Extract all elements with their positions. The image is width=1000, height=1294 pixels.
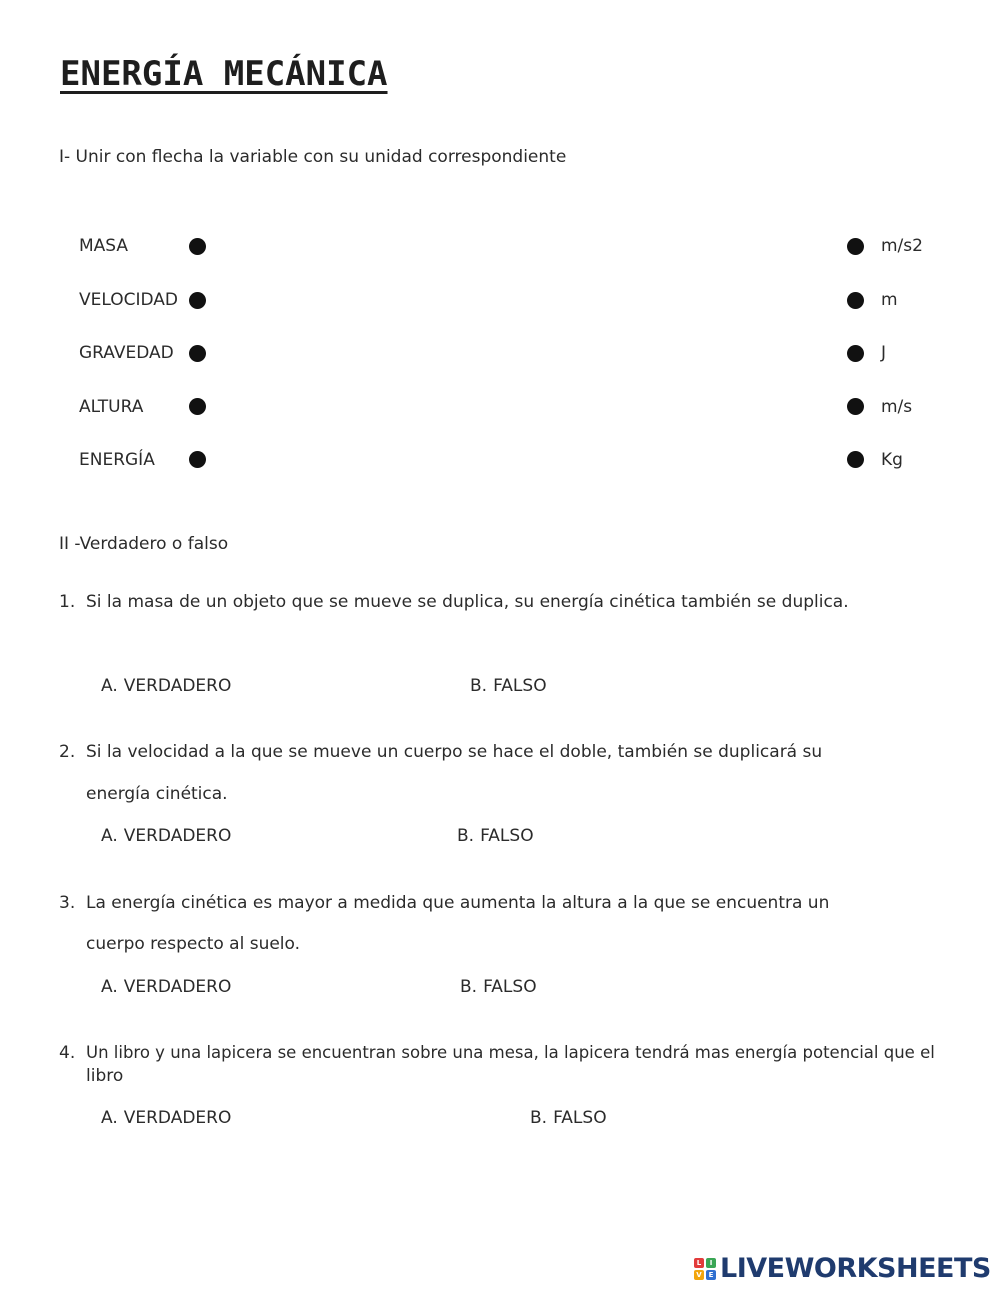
option-label: FALSO [493, 676, 547, 696]
variable-energia: ENERGÍA [79, 450, 155, 470]
question-text: Si la masa de un objeto que se mueve se duplica, su energía cinética también se duplica. [86, 592, 849, 612]
option-b[interactable] [530, 1108, 607, 1128]
right-connector-dot[interactable] [847, 238, 864, 255]
right-connector-dot[interactable] [847, 451, 864, 468]
question-text: Si la velocidad a la que se mueve un cuerpo se hace el doble, también se duplicará su [86, 742, 823, 762]
option-label: VERDADERO [123, 826, 232, 846]
question-text: Un libro y una lapicera se encuentran sobre una mesa, la lapicera tendrá mas energía potencial que el [86, 1043, 935, 1062]
right-connector-dot[interactable] [847, 345, 864, 362]
option-letter: A. [101, 676, 118, 696]
unit-m-s: m/s [881, 397, 913, 417]
left-connector-dot[interactable] [189, 345, 206, 362]
option-letter: B. [470, 676, 488, 696]
option-b[interactable] [457, 826, 534, 846]
option-label: VERDADERO [123, 977, 232, 997]
question-number: 2. [59, 742, 76, 762]
variable-velocidad: VELOCIDAD [79, 290, 179, 310]
logo-tile: L [694, 1258, 704, 1268]
option-label: FALSO [480, 826, 534, 846]
question-number: 3. [59, 893, 76, 913]
question-text-continued: libro [86, 1066, 124, 1086]
option-letter: B. [460, 977, 478, 997]
logo-tile: I [706, 1258, 716, 1268]
question-text-continued: cuerpo respecto al suelo. [86, 934, 301, 954]
variable-altura: ALTURA [79, 397, 144, 417]
option-letter: B. [457, 826, 475, 846]
option-a[interactable] [101, 1108, 231, 1128]
option-a[interactable] [101, 676, 231, 696]
option-a[interactable] [101, 826, 231, 846]
question-text-continued: energía cinética. [86, 784, 228, 804]
left-connector-dot[interactable] [189, 398, 206, 415]
option-b[interactable] [470, 676, 547, 696]
page-title: ENERGÍA MECÁNICA [60, 54, 388, 94]
logo-tile: E [706, 1270, 716, 1280]
question-text: La energía cinética es mayor a medida que aumenta la altura a la que se encuentra un [86, 893, 830, 913]
option-letter: B. [530, 1108, 548, 1128]
variable-masa: MASA [79, 236, 129, 256]
option-label: FALSO [553, 1108, 607, 1128]
option-b[interactable] [460, 977, 537, 997]
left-connector-dot[interactable] [189, 292, 206, 309]
section-1-instruction: I- Unir con flecha la variable con su unidad correspondiente [59, 147, 567, 167]
unit-kg: Kg [881, 450, 903, 470]
option-label: FALSO [483, 977, 537, 997]
unit-m-s2: m/s2 [881, 236, 923, 256]
logo-tile: V [694, 1270, 704, 1280]
right-connector-dot[interactable] [847, 398, 864, 415]
left-connector-dot[interactable] [189, 451, 206, 468]
section-2-heading: II -Verdadero o falso [59, 534, 229, 554]
logo-text: LIVEWORKSHEETS [720, 1253, 991, 1284]
option-letter: A. [101, 1108, 118, 1128]
variable-gravedad: GRAVEDAD [79, 343, 174, 363]
option-letter: A. [101, 977, 118, 997]
question-number: 1. [59, 592, 76, 612]
unit-m: m [881, 290, 898, 310]
right-connector-dot[interactable] [847, 292, 864, 309]
option-letter: A. [101, 826, 118, 846]
option-a[interactable] [101, 977, 231, 997]
unit-j: J [881, 343, 887, 363]
option-label: VERDADERO [123, 1108, 232, 1128]
logo-mark-icon [694, 1258, 716, 1280]
left-connector-dot[interactable] [189, 238, 206, 255]
option-label: VERDADERO [123, 676, 232, 696]
question-number: 4. [59, 1043, 76, 1063]
liveworksheets-logo [694, 1253, 991, 1284]
